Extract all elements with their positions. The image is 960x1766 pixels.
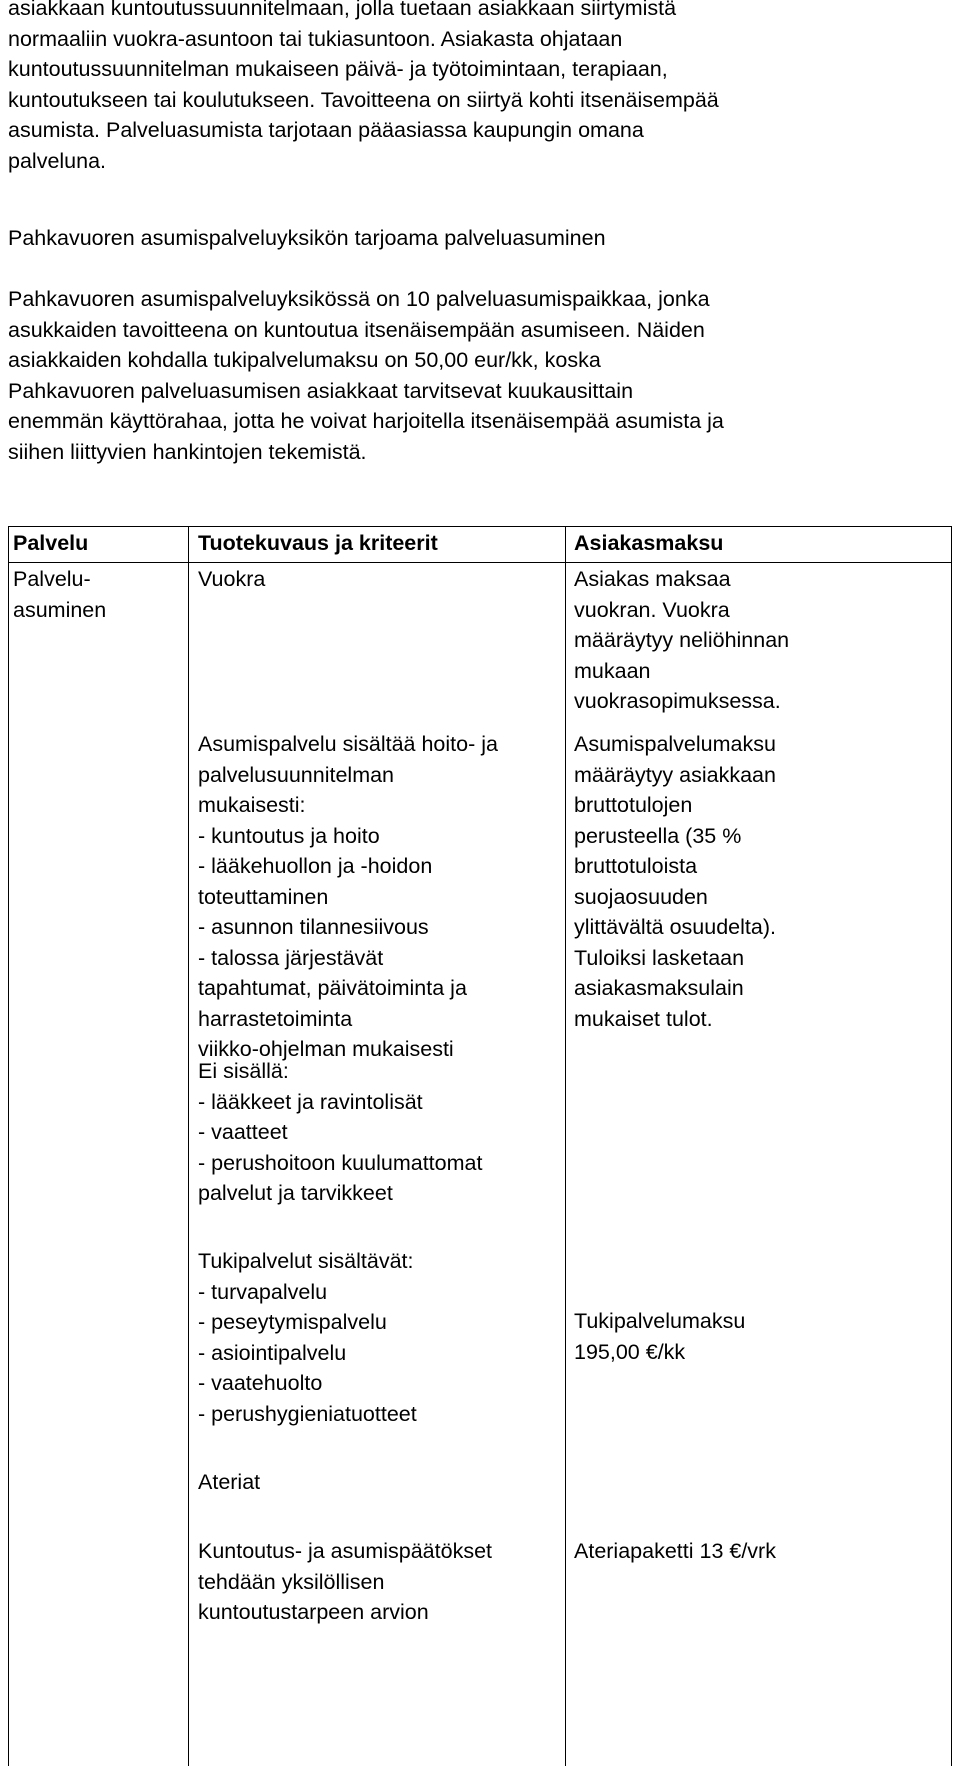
intro-line: palveluna.	[8, 148, 107, 173]
intro-line: asumista. Palveluasumista tarjotaan pääasiassa kaupungin omana	[8, 118, 644, 142]
table-header-divider	[8, 562, 952, 563]
excluded-items: Ei sisällä: - lääkkeet ja ravintolisät - vaatteet - perushoitoon kuulumattomat palvelut ja tarvikkeet	[198, 1059, 483, 1205]
meals-description: Kuntoutus- ja asumispäätökset tehdään yksilöllisen kuntoutustarpeen arvion	[198, 1539, 492, 1624]
intro-line: normaaliin vuokra-asuntoon tai tukiasuntoon. Asiakasta ohjataan	[8, 26, 623, 51]
body-line: siihen liittyvien hankintojen tekemistä.	[8, 439, 367, 464]
intro-line: kuntoutukseen tai koulutukseen. Tavoitteena on siirtyä kohti itsenäisempää	[8, 87, 719, 112]
table-column-divider	[565, 526, 566, 1766]
table-column-divider	[188, 526, 189, 1766]
intro-paragraph	[8, 0, 719, 176]
rent-fee: Asiakas maksaa vuokran. Vuokra määräytyy neliöhinnan mukaan vuokrasopimuksessa.	[574, 567, 790, 713]
section-heading: Pahkavuoren asumispalveluyksikön tarjoama palveluasuminen	[8, 226, 606, 250]
housing-service-fee: Asumispalvelumaksu määräytyy asiakkaan bruttotulojen perusteella (35 % bruttotuloista suojaosuuden ylittävältä osuudelta). Tuloiksi lasketaan asiakasmaksulain mukaiset tulot.	[574, 732, 776, 1031]
header-tuotekuvaus: Tuotekuvaus ja kriteerit	[198, 531, 438, 555]
header-palvelu: Palvelu	[13, 531, 89, 555]
body-line: enemmän käyttörahaa, jotta he voivat harjoitella itsenäisempää asumista ja	[8, 409, 724, 433]
intro-line: asiakkaan kuntoutussuunnitelmaan, jolla tuetaan asiakkaan siirtymistä	[8, 0, 677, 20]
body-line: asukkaiden tavoitteena on kuntoutua itsenäisempään asumiseen. Näiden	[8, 317, 705, 342]
table-left-border	[8, 526, 9, 1766]
intro-line: kuntoutussuunnitelman mukaiseen päivä- ja työtoimintaan, terapiaan,	[8, 57, 668, 81]
body-line: asiakkaiden kohdalla tukipalvelumaksu on 50,00 eur/kk, koska	[8, 348, 601, 372]
body-line: Pahkavuoren asumispalveluyksikössä on 10 palveluasumispaikkaa, jonka	[8, 287, 710, 311]
service-fee-table	[8, 526, 952, 1766]
housing-service-description: Asumispalvelu sisältää hoito- ja palvelusuunnitelman mukaisesti: - kuntoutus ja hoito - lääkehuollon ja -hoidon toteuttaminen - asunnon tilannesiivous - talossa järjestävät tapahtumat, päivätoiminta ja harrastetoiminta viikko-ohjelman mukaisesti	[198, 732, 498, 1061]
meals-label: Ateriat	[198, 1470, 261, 1494]
header-asiakasmaksu: Asiakasmaksu	[574, 531, 724, 555]
section-body-paragraph	[8, 284, 724, 467]
table-right-border	[951, 526, 952, 1766]
meals-fee: Ateriapaketti 13 €/vrk	[574, 1539, 776, 1563]
support-services-description: Tukipalvelut sisältävät: - turvapalvelu - peseytymispalvelu - asiointipalvelu - vaatehuolto - perushygieniatuotteet	[198, 1249, 417, 1426]
table-top-border	[8, 526, 952, 527]
service-name: Palvelu- asuminen	[13, 567, 107, 622]
rent-description: Vuokra	[198, 567, 266, 591]
support-services-fee: Tukipalvelumaksu 195,00 €/kk	[574, 1309, 746, 1364]
body-line: Pahkavuoren palveluasumisen asiakkaat tarvitsevat kuukausittain	[8, 378, 634, 403]
